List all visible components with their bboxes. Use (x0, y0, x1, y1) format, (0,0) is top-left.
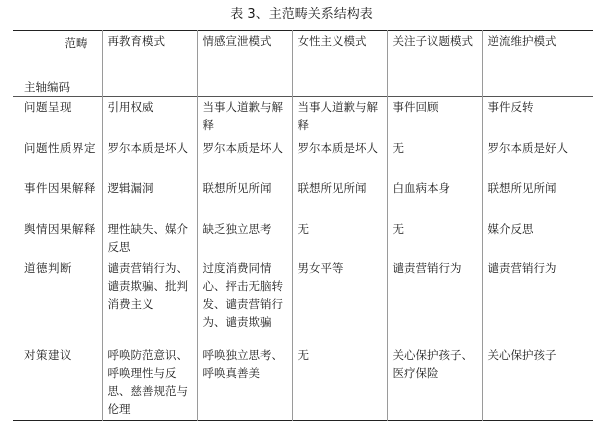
table-cell: 罗尔本质是坏人 (197, 138, 292, 178)
column-header-counter-current: 逆流维护模式 (482, 31, 593, 97)
table-cell: 罗尔本质是坏人 (102, 138, 197, 178)
header-corner-cell (13, 31, 102, 97)
table-cell: 罗尔本质是好人 (482, 138, 593, 178)
corner-label-category: 范畴 (64, 36, 88, 50)
table-row (13, 219, 593, 258)
relationship-structure-table (13, 30, 593, 421)
table-cell: 联想所见所闻 (197, 178, 292, 219)
corner-label-axial-coding: 主轴编码 (24, 80, 70, 94)
table-cell: 罗尔本质是坏人 (292, 138, 387, 178)
table-cell: 媒介反思 (482, 219, 593, 258)
table-cell: 引用权威 (102, 97, 197, 138)
row-label: 问题呈现 (24, 100, 72, 114)
table-cell: 谴责营销行为、谴责欺骗、批判消费主义 (102, 258, 197, 345)
table-cell: 事件回顾 (387, 97, 482, 138)
table-row (13, 258, 593, 345)
column-header-emotional-venting: 情感宣泄模式 (197, 31, 292, 97)
row-label: 道德判断 (24, 260, 72, 275)
table-cell: 男女平等 (292, 258, 387, 345)
table-row (13, 178, 593, 219)
row-label: 问题性质界定 (24, 140, 96, 155)
column-header-reeducation: 再教育模式 (102, 31, 197, 97)
table-cell: 无 (292, 219, 387, 258)
table-row (13, 138, 593, 178)
column-header-sub-issue: 关注子议题模式 (387, 31, 482, 97)
column-header-feminism: 女性主义模式 (292, 31, 387, 97)
table-cell: 无 (387, 138, 482, 178)
table-cell: 联想所见所闻 (292, 178, 387, 219)
table-cell: 呼唤独立思考、呼唤真善美 (197, 345, 292, 421)
table-cell: 事件反转 (482, 97, 593, 138)
table-caption: 表 3、主范畴关系结构表 (230, 7, 373, 22)
table-cell: 当事人道歉与解释 (292, 97, 387, 138)
table-cell: 联想所见所闻 (482, 178, 593, 219)
table-cell: 关心保护孩子 (482, 345, 593, 421)
table-cell: 逻辑漏洞 (102, 178, 197, 219)
table-cell: 缺乏独立思考 (197, 219, 292, 258)
row-label: 事件因果解释 (24, 180, 96, 195)
table-cell: 当事人道歉与解释 (197, 97, 292, 138)
table-cell: 理性缺失、媒介反思 (102, 219, 197, 258)
table-row (13, 97, 593, 138)
table-cell: 过度消费同情心、抨击无脑转发、谴责营销行为、谴责欺骗 (197, 258, 292, 345)
table-cell: 无 (292, 345, 387, 421)
table-cell: 关心保护孩子、医疗保险 (387, 345, 482, 421)
table-cell: 呼唤防范意识、呼唤理性与反思、慈善规范与伦理 (102, 345, 197, 421)
table-cell: 白血病本身 (387, 178, 482, 219)
table-cell: 谴责营销行为 (482, 258, 593, 345)
table-cell: 谴责营销行为 (387, 258, 482, 345)
row-label: 舆情因果解释 (24, 221, 96, 236)
table-row (13, 345, 593, 421)
row-label: 对策建议 (24, 347, 72, 362)
table-cell: 无 (387, 219, 482, 258)
table-header-row (13, 31, 593, 97)
